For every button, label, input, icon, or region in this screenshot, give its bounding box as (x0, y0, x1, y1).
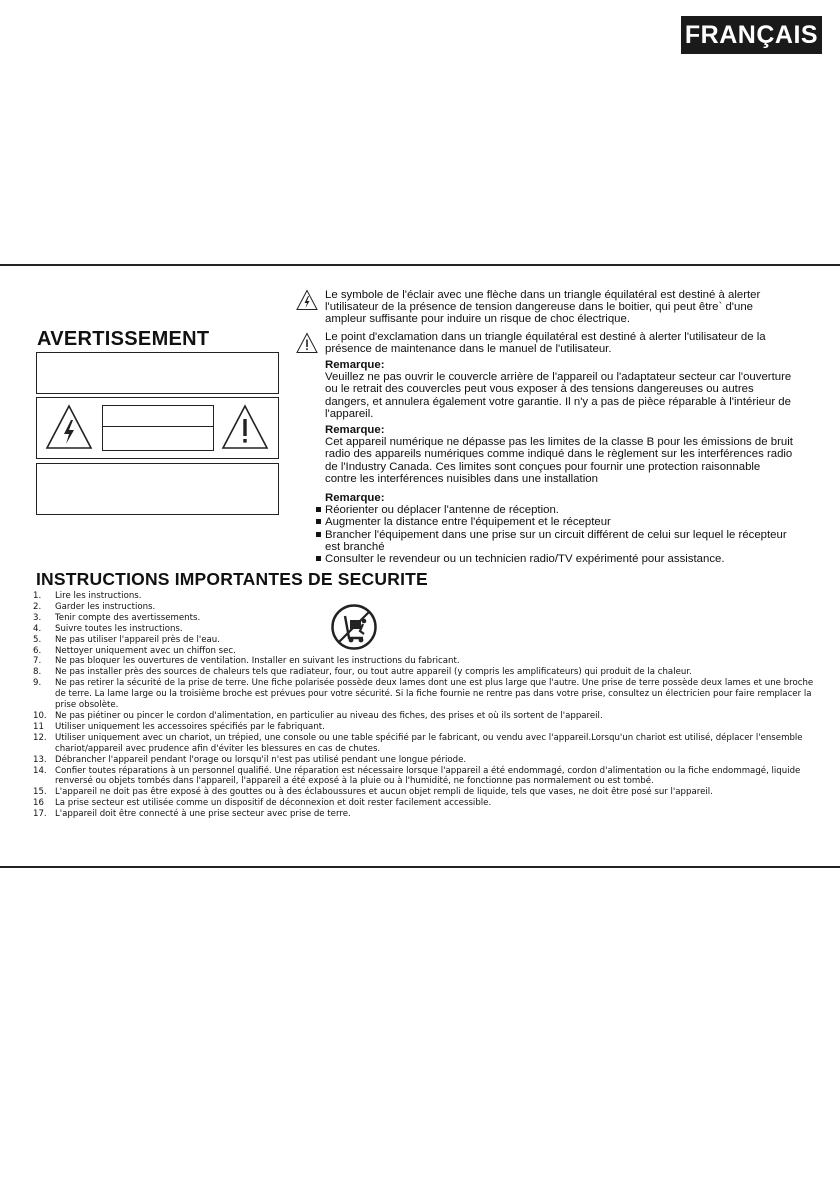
bullet-square-icon (316, 556, 321, 561)
lightning-triangle-icon (44, 403, 94, 451)
instruction-item: 11 Utiliser uniquement les accessoires spécifiés par le fabriquant. (33, 721, 325, 732)
note-2 (325, 424, 795, 485)
exclamation-symbol-text: Le point d'exclamation dans un triangle équilatéral est destiné à alerter l'utilisateur de la présence de maintenance dans le manuel de l'utilisateur. (325, 331, 766, 356)
instructions-title: INSTRUCTIONS IMPORTANTES DE SECURITE (36, 569, 428, 589)
instruction-item: 9. Ne pas retirer la sécurité de la prise de terre. Une fiche polarisée possède deux lames dont une est plus large que l'autre. Une prise de terre possède deux lames et une broche de terre. La lame large ou la troisième broche est prévues pour votre sécurité. Si la fiche fournie ne rentre pas dans votre prise, consultez un électricien pour faire remplacer la prise obsolète. (33, 678, 814, 711)
note-2-text: Cet appareil numérique ne dépasse pas les limites de la classe B pour les émissions de bruit radio des appareils numériques comme indiqué dans le règlement sur les interférences radio de l'Industry Canada. Ces limites sont conçues pour fournir une protection raisonnable contre les interférences nuisibles dans une installation (325, 436, 793, 485)
instruction-item: 6. Nettoyer uniquement avec un chiffon sec. (33, 645, 236, 656)
instruction-item: 5. Ne pas utiliser l'appareil près de l'eau. (33, 634, 220, 645)
note-1 (325, 359, 795, 420)
note-3-heading: Remarque: (325, 492, 385, 504)
note-2-heading: Remarque: (325, 424, 385, 436)
instructions-list (0, 591, 840, 820)
instruction-item: 14. Confier toutes réparations à un personnel qualifié. Une réparation est nécessaire lorsque l'appareil a été endommagé, cordon d'alimentation ou la fiche endommagé, liquide renversé ou objets tombés dans l'appareil, l'appareil a été exposé à la pluie ou à l'humidité, ne fonctionne pas normalement ou est tombé. (33, 765, 801, 787)
instruction-item: 15. L'appareil ne doit pas être exposé à des gouttes ou à des éclaboussures et aucun objet rempli de liquide, tels que vases, ne doit être posé sur l'appareil. (33, 787, 713, 798)
note-3-bullets (325, 504, 795, 565)
bullet-item: Brancher l'équipement dans une prise sur un circuit différent de celui sur lequel le récepteur est branché (325, 529, 795, 553)
bullet-item: Augmenter la distance entre l'équipement et le récepteur (325, 516, 795, 528)
bullet-square-icon (316, 507, 321, 512)
note-1-heading: Remarque: (325, 359, 385, 371)
warning-box-top (36, 352, 279, 394)
instruction-item: 8. Ne pas installer près des sources de chaleurs tels que radiateur, four, ou tout autre appareil (y compris les amplificateurs) qui produit de la chaleur. (33, 667, 692, 678)
bullet-item: Réorienter ou déplacer l'antenne de réception. (325, 504, 795, 516)
top-divider (0, 264, 840, 266)
instruction-item: 3. Tenir compte des avertissements. (33, 612, 201, 623)
bullet-item: Consulter le revendeur ou un technicien radio/TV expérimenté pour assistance. (325, 553, 795, 565)
instruction-item: 16 La prise secteur est utilisée comme un dispositif de déconnexion et doit rester facilement accessible. (33, 798, 492, 809)
bullet-square-icon (316, 532, 321, 537)
instruction-item: 4. Suivre toutes les instructions. (33, 623, 183, 634)
warning-inner-box (102, 405, 214, 451)
note-3 (325, 492, 795, 565)
language-badge: FRANÇAIS (681, 16, 822, 54)
note-1-text: Veuillez ne pas ouvrir le couvercle arrière de l'appareil ou l'adaptateur secteur car l'ouverture ou le retrait des couvercles peut vous exposer à des tensions dangereuses ou autres dangers, et annulera également votre garantie. Il n'y a pas de pièce réparable à l'intérieur de l'appareil. (325, 371, 792, 420)
instruction-item: 13. Débrancher l'appareil pendant l'orage ou lorsqu'il n'est pas utilisé pendant une longue période. (33, 754, 467, 765)
exclamation-icon (296, 332, 318, 354)
instruction-item: 10. Ne pas piétiner ou pincer le cordon d'alimentation, en particulier au niveau des fiches, des prises et où ils sortent de l'appareil. (33, 710, 603, 721)
lightning-symbol-text: Le symbole de l'éclair avec une flèche dans un triangle équilatéral est destiné à alerter l'utilisateur de la présence de tension dangereuse dans le boitier, qui peut être` d'une ampleur suffisante pour induire un risque de choc électrique. (325, 289, 761, 326)
bullet-square-icon (316, 519, 321, 524)
instruction-item: 17. L'appareil doit être connecté à une prise secteur avec prise de terre. (33, 809, 351, 820)
instruction-item: 7. Ne pas bloquer les ouvertures de ventilation. Installer en suivant les instructions du fabricant. (33, 656, 460, 667)
instruction-item: 2. Garder les instructions. (33, 601, 156, 612)
bottom-divider (0, 866, 840, 868)
warning-title: AVERTISSEMENT (37, 328, 210, 350)
lightning-icon (296, 289, 318, 311)
exclamation-triangle-icon (220, 403, 270, 451)
warning-box-bottom (36, 463, 279, 515)
instruction-item: 1. Lire les instructions. (33, 591, 142, 601)
instruction-item: 12. Utiliser uniquement avec un chariot, un trépied, une console ou une table spécifié par le fabricant, ou vendu avec l'appareil.Lorsqu'un chariot est utilisé, déplacer l'ensemble chariot/appareil avec prudence afin d'éviter les blessures en cas de chutes. (33, 732, 803, 754)
